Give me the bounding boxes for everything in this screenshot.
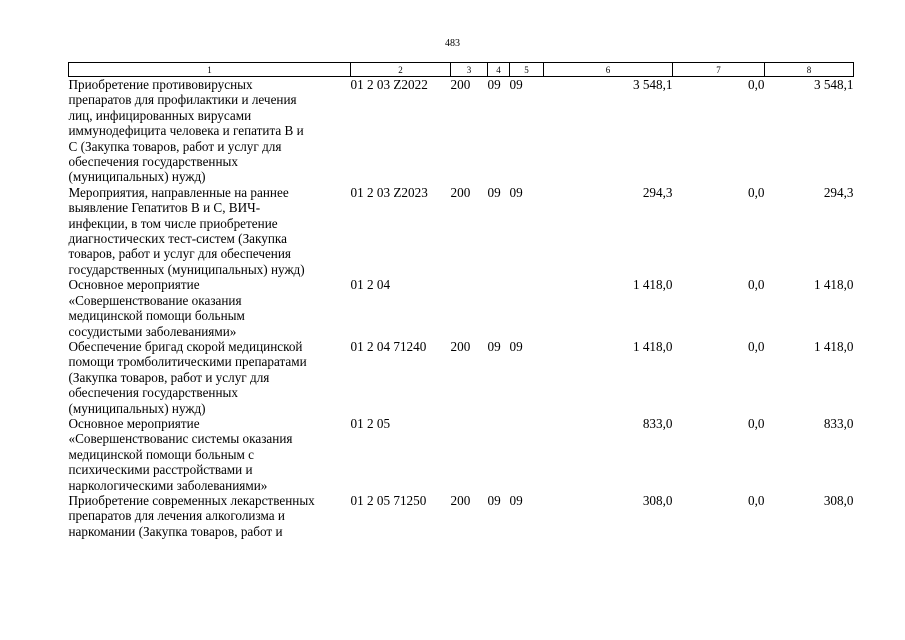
row-section: 09: [487, 77, 501, 92]
row-value-col8: 308,0: [823, 492, 854, 508]
column-header-5: 5: [510, 63, 544, 77]
row-value-col6: 294,3: [642, 184, 673, 200]
row-value-col7: 0,0: [748, 415, 765, 431]
row-section: [488, 416, 510, 493]
row-name: Приобретение противовирусных препаратов для профилактики и лечения лиц, инфицированных вирусами иммунодефицита человека и гепатита В и С (Закупка товаров, работ и услуг для обеспечения государственных (муниципальных) нужд): [68, 77, 304, 185]
row-name: Мероприятия, направленные на раннее выявление Гепатитов В и С, ВИЧ- инфекции, в том числе приобретение диагностических тест-систем (Закупка товаров, работ и услуг для обеспечения государственных (муниципальных) нужд): [68, 184, 305, 277]
table-row: [69, 493, 854, 539]
column-header-4: 4: [488, 63, 510, 77]
table-row: [69, 416, 854, 493]
row-expense-type: [451, 277, 488, 339]
row-expense-type: 200: [450, 77, 471, 92]
row-value-col6: 1 418,0: [632, 338, 673, 354]
column-header-2: 2: [351, 63, 451, 77]
row-value-col6: 1 418,0: [632, 277, 673, 293]
row-subsection: 09: [509, 184, 523, 200]
row-subsection: [510, 277, 544, 339]
row-section: 09: [487, 184, 501, 200]
row-target-article: 01 2 05: [350, 415, 391, 431]
budget-table: [68, 62, 854, 539]
column-header-6: 6: [544, 63, 673, 77]
row-value-col8: 3 548,1: [813, 77, 854, 92]
table-row: [69, 185, 854, 277]
row-name: Приобретение современных лекарственных препаратов для лечения алкоголизма и наркомании (Закупка товаров, работ и: [68, 492, 315, 539]
row-value-col7: 0,0: [748, 77, 765, 92]
row-subsection: 09: [509, 338, 523, 354]
row-target-article: 01 2 03 Z2022: [350, 77, 428, 92]
page-number: 483: [445, 38, 460, 49]
row-name: Обеспечение бригад скорой медицинской помощи тромболитическими препаратами (Закупка товаров, работ и услуг для обеспечения государственных (муниципальных) нужд): [68, 338, 307, 416]
column-number-header-row: [69, 63, 854, 77]
row-subsection: [510, 416, 544, 493]
column-header-3: 3: [451, 63, 488, 77]
row-subsection: 09: [509, 77, 523, 92]
row-name: Основное мероприятие «Совершенствование оказания медицинской помощи больным сосудистыми заболеваниями»: [68, 277, 245, 339]
row-section: 09: [487, 338, 501, 354]
row-subsection: 09: [509, 492, 523, 508]
row-expense-type: 200: [450, 184, 471, 200]
row-expense-type: 200: [450, 338, 471, 354]
row-value-col8: 833,0: [823, 415, 854, 431]
row-value-col8: 294,3: [823, 184, 854, 200]
row-target-article: 01 2 04 71240: [350, 338, 427, 354]
row-value-col7: 0,0: [748, 184, 765, 200]
row-value-col6: 833,0: [642, 415, 673, 431]
row-expense-type: [451, 416, 488, 493]
row-value-col6: 308,0: [642, 492, 673, 508]
row-value-col8: 1 418,0: [813, 277, 854, 293]
column-header-8: 8: [765, 63, 854, 77]
row-value-col7: 0,0: [748, 338, 765, 354]
row-section: [488, 277, 510, 339]
row-expense-type: 200: [450, 492, 471, 508]
row-value-col6: 3 548,1: [632, 77, 673, 92]
row-target-article: 01 2 05 71250: [350, 492, 427, 508]
row-section: 09: [487, 492, 501, 508]
row-target-article: 01 2 03 Z2023: [350, 184, 428, 200]
table-row: [69, 77, 854, 185]
table-row: [69, 339, 854, 416]
row-value-col7: 0,0: [748, 277, 765, 293]
row-value-col8: 1 418,0: [813, 338, 854, 354]
column-header-1: 1: [69, 63, 351, 77]
row-value-col7: 0,0: [748, 492, 765, 508]
row-target-article: 01 2 04: [350, 277, 391, 293]
table-row: [69, 277, 854, 339]
row-name: Основное мероприятие «Совершенствованис системы оказания медицинской помощи больным с психическими расстройствами и наркологическими заболеваниями»: [68, 415, 293, 493]
column-header-7: 7: [673, 63, 765, 77]
